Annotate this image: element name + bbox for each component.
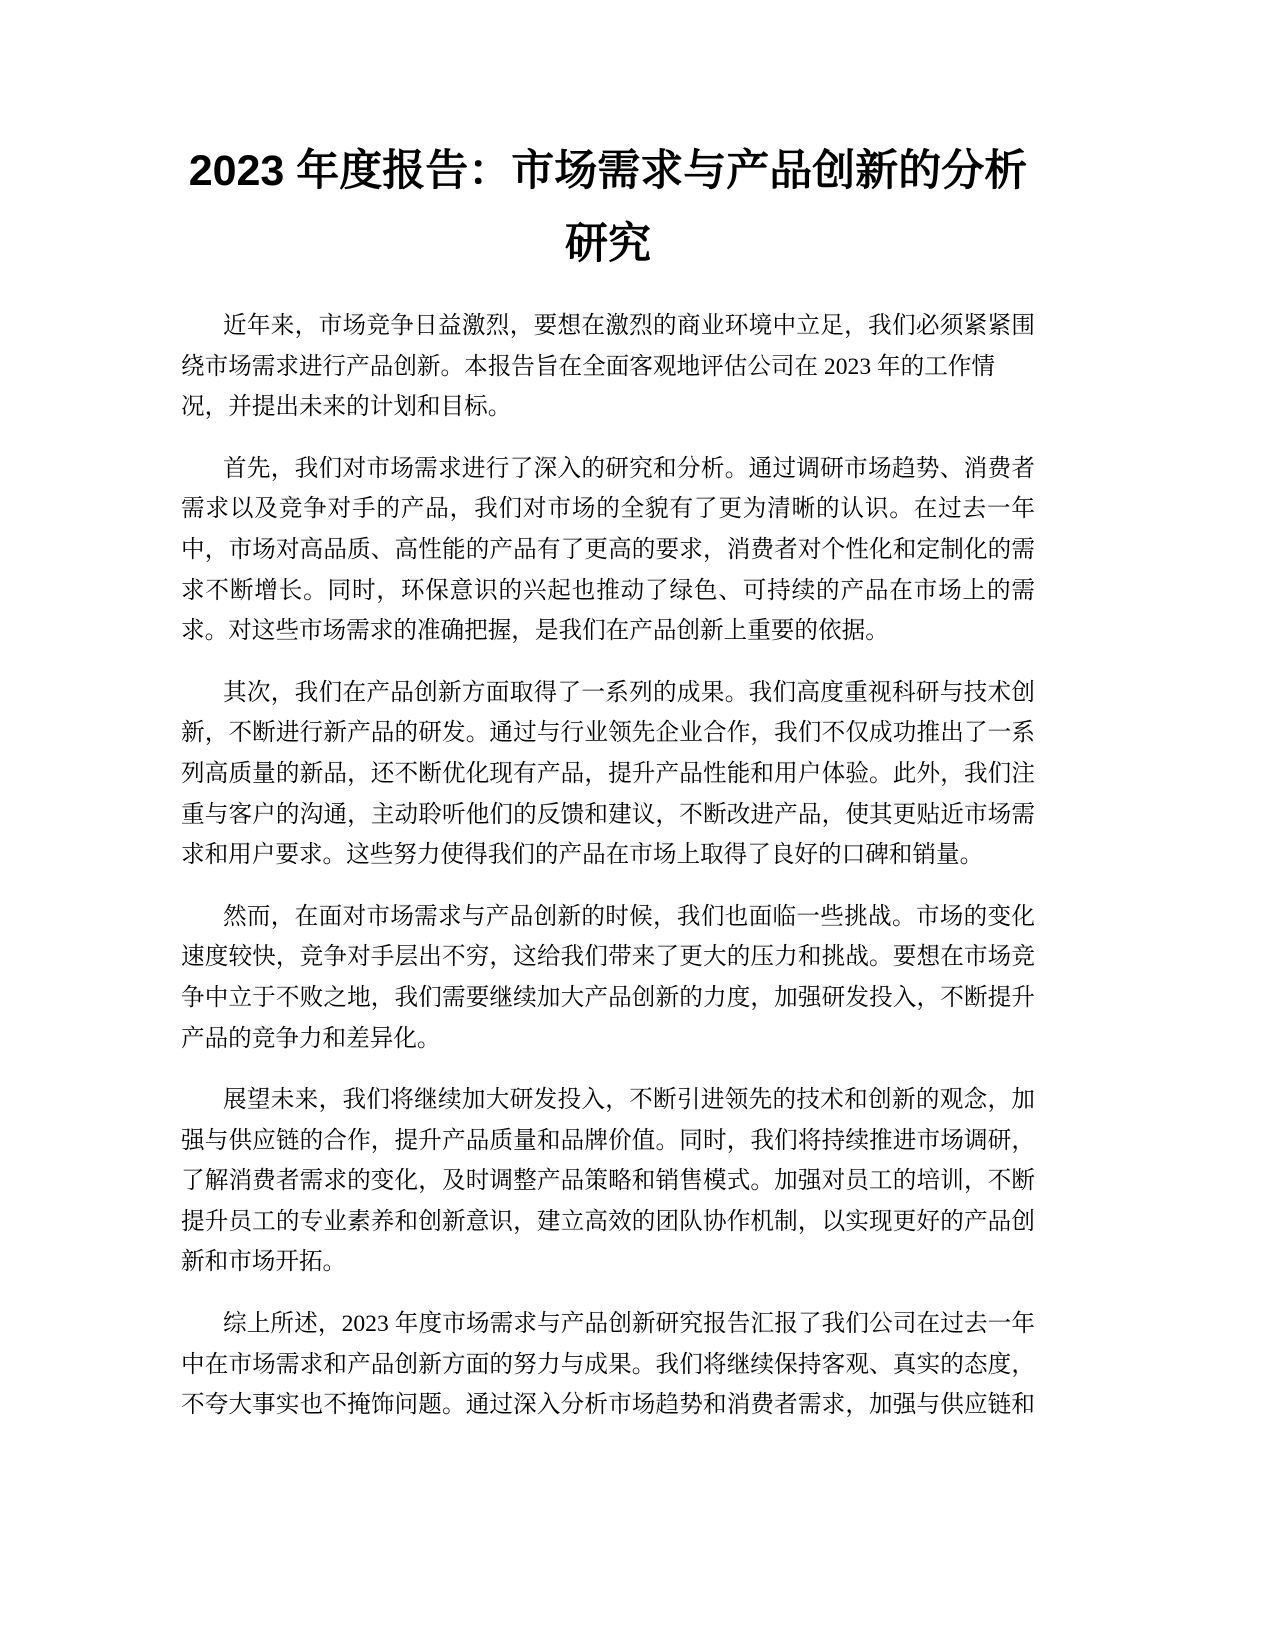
paragraph-line: 不夸大事实也不掩饰问题。通过深入分析市场趋势和消费者需求，加强与供应链和 bbox=[181, 1392, 1035, 1419]
paragraph-line: 然而，在面对市场需求与产品创新的时候，我们也面临一些挑战。市场的变化 bbox=[223, 903, 1035, 930]
paragraph-challenges bbox=[181, 897, 1035, 1059]
paragraph-line: 列高质量的新品，还不断优化现有产品，提升产品性能和用户体验。此外，我们注 bbox=[181, 760, 1035, 787]
paragraph-line: 强与供应链的合作，提升产品质量和品牌价值。同时，我们将持续推进市场调研， bbox=[181, 1127, 1035, 1154]
paragraph-line: 展望未来，我们将继续加大研发投入，不断引进领先的技术和创新的观念，加 bbox=[223, 1087, 1035, 1114]
paragraph-line: 综上所述，2023 年度市场需求与产品创新研究报告汇报了我们公司在过去一年 bbox=[223, 1311, 1035, 1338]
paragraph-line: 绕市场需求进行产品创新。本报告旨在全面客观地评估公司在 2023 年的工作情 bbox=[181, 353, 995, 380]
paragraph-line: 重与客户的沟通，主动聆听他们的反馈和建议，不断改进产品，使其更贴近市场需 bbox=[181, 801, 1035, 828]
document-title bbox=[181, 135, 1035, 281]
paragraph-product-innovation bbox=[181, 673, 1035, 876]
paragraph-line: 提升员工的专业素养和创新意识，建立高效的团队协作机制，以实现更好的产品创 bbox=[181, 1208, 1035, 1235]
paragraph-market-demand bbox=[181, 449, 1035, 652]
title-line: 研究 bbox=[565, 220, 651, 268]
paragraph-line: 求。对这些市场需求的准确把握，是我们在产品创新上重要的依据。 bbox=[181, 618, 889, 645]
paragraph-conclusion bbox=[181, 1304, 1035, 1426]
paragraph-line: 新和市场开拓。 bbox=[181, 1249, 347, 1276]
paragraph-line: 速度较快，竞争对手层出不穷，这给我们带来了更大的压力和挑战。要想在市场竞 bbox=[181, 944, 1035, 971]
paragraph-line: 产品的竞争力和差异化。 bbox=[181, 1025, 441, 1052]
paragraph-line: 其次，我们在产品创新方面取得了一系列的成果。我们高度重视科研与技术创 bbox=[223, 679, 1035, 706]
paragraph-line: 求不断增长。同时，环保意识的兴起也推动了绿色、可持续的产品在市场上的需 bbox=[181, 577, 1035, 604]
title-line: 2023 年度报告：市场需求与产品创新的分析 bbox=[188, 147, 1028, 195]
paragraph-line: 中在市场需求和产品创新方面的努力与成果。我们将继续保持客观、真实的态度， bbox=[181, 1351, 1035, 1378]
paragraph-line: 需求以及竞争对手的产品，我们对市场的全貌有了更为清晰的认识。在过去一年 bbox=[181, 496, 1035, 523]
paragraph-line: 况，并提出未来的计划和目标。 bbox=[181, 394, 512, 421]
paragraph-line: 近年来，市场竞争日益激烈，要想在激烈的商业环境中立足，我们必须紧紧围 bbox=[223, 313, 1035, 339]
paragraph-line: 了解消费者需求的变化，及时调整产品策略和销售模式。加强对员工的培训，不断 bbox=[181, 1168, 1035, 1195]
paragraph-line: 争中立于不败之地，我们需要继续加大产品创新的力度，加强研发投入，不断提升 bbox=[181, 984, 1035, 1011]
paragraph-outlook bbox=[181, 1080, 1035, 1283]
paragraph-line: 求和用户要求。这些努力使得我们的产品在市场上取得了良好的口碑和销量。 bbox=[181, 842, 984, 869]
paragraph-line: 首先，我们对市场需求进行了深入的研究和分析。通过调研市场趋势、消费者 bbox=[223, 455, 1035, 482]
document-body bbox=[181, 306, 1035, 1447]
paragraph-line: 新，不断进行新产品的研发。通过与行业领先企业合作，我们不仅成功推出了一系 bbox=[181, 720, 1035, 747]
paragraph-line: 中，市场对高品质、高性能的产品有了更高的要求，消费者对个性化和定制化的需 bbox=[181, 536, 1035, 563]
paragraph-intro bbox=[181, 306, 1035, 428]
